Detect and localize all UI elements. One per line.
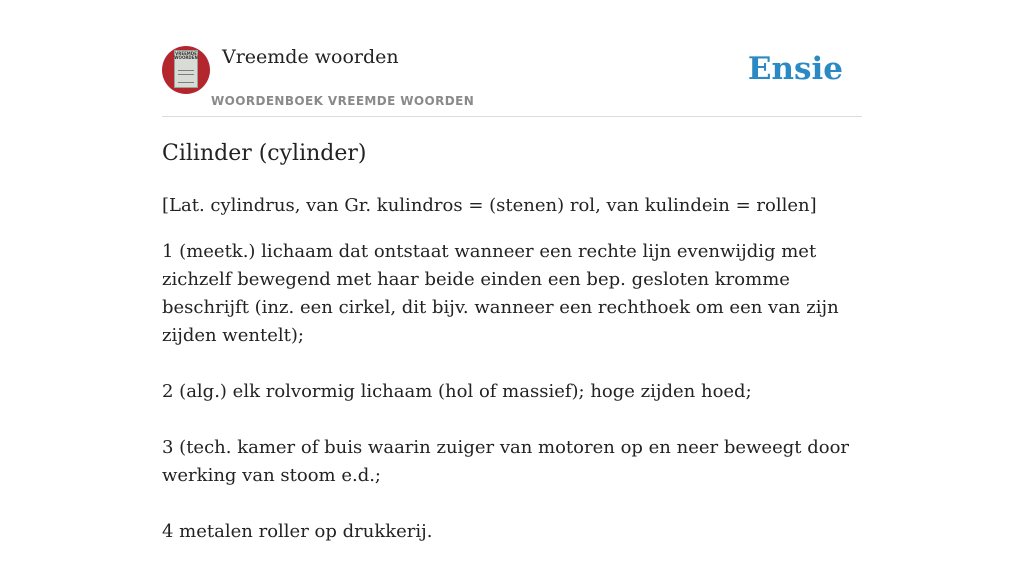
ensie-logo-link[interactable]: Ensie	[747, 51, 843, 87]
dictionary-subtitle: WOORDENBOEK VREEMDE WOORDEN	[211, 94, 475, 108]
book-cover-line	[178, 74, 194, 75]
book-cover-icon	[174, 50, 198, 88]
book-cover-line	[178, 70, 194, 71]
dictionary-avatar[interactable]	[162, 46, 210, 94]
dictionary-title[interactable]: Vreemde woorden	[222, 46, 399, 68]
book-cover-line	[178, 82, 194, 83]
definition-item: 1 (meetk.) lichaam dat ontstaat wanneer een rechte lijn evenwijdig met zichzelf bewegend met haar beide einden een bep. gesloten kromme beschrijft (inz. een cirkel, dit bijv. wanneer een rechthoek om een van zijn zijden wentelt);	[162, 241, 839, 346]
definition-item: 3 (tech. kamer of buis waarin zuiger van motoren op en neer beweegt door werking van stoom e.d.;	[162, 437, 850, 486]
definition-list	[162, 238, 862, 546]
entry-title: Cilinder (cylinder)	[162, 141, 367, 166]
definition-item: 4 metalen roller op drukkerij.	[162, 521, 433, 542]
definition-item: 2 (alg.) elk rolvormig lichaam (hol of massief); hoge zijden hoed;	[162, 381, 752, 402]
site-header	[162, 44, 862, 117]
entry-content	[162, 140, 862, 574]
entry-etymology: [Lat. cylindrus, van Gr. kulindros = (stenen) rol, van kulindein = rollen]	[162, 195, 817, 216]
book-cover-title: VREEMDE WOORDEN	[174, 51, 198, 60]
